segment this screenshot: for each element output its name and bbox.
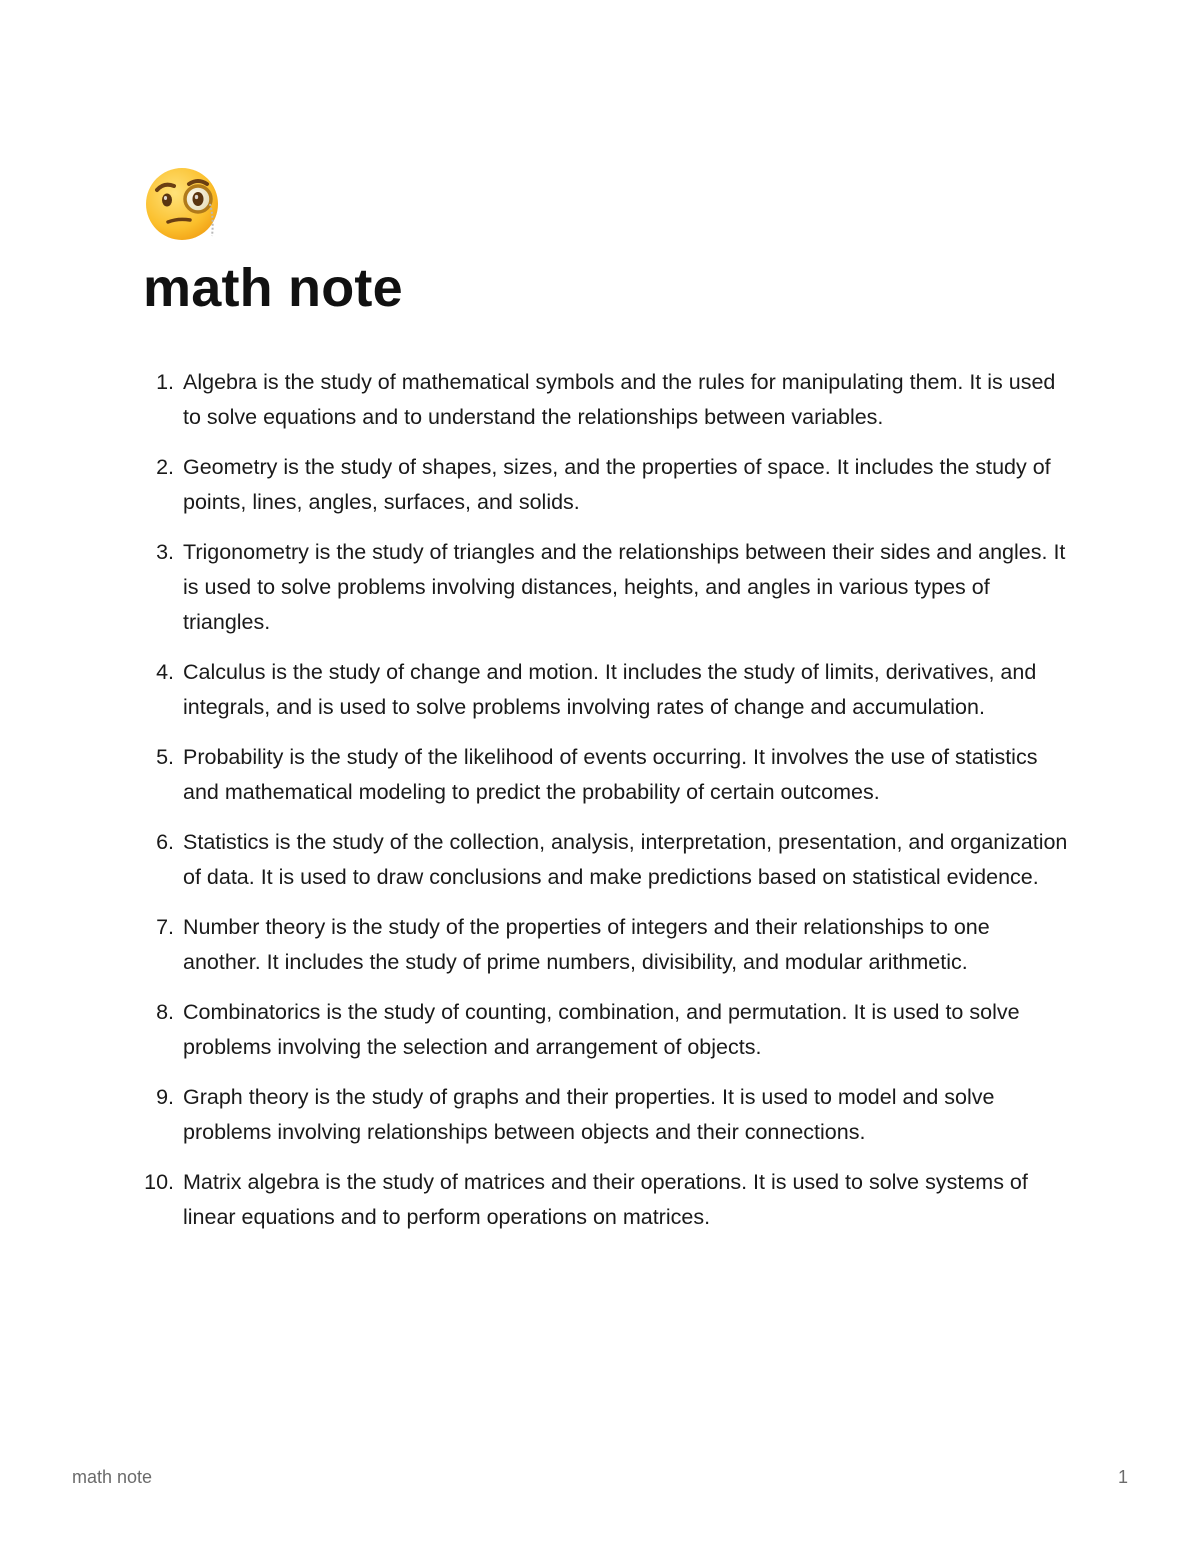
list-item: [0, 1165, 1200, 1235]
list-item-text: Algebra is the study of mathematical symbols and the rules for manipulating them. It is used to solve equations and to understand the relationships between variables.: [183, 370, 1056, 429]
list-item-number: 7.: [156, 915, 174, 939]
list-item-number: 10.: [144, 1170, 174, 1194]
list-item: [0, 535, 1200, 640]
list-item-number: 9.: [156, 1085, 174, 1109]
list-item: [0, 365, 1200, 435]
list-item: [0, 995, 1200, 1065]
list-item-number: 8.: [156, 1000, 174, 1024]
list-item-text: Number theory is the study of the properties of integers and their relationships to one another. It includes the study of prime numbers, divisibility, and modular arithmetic.: [183, 915, 990, 974]
list-item-number: 6.: [156, 830, 174, 854]
list-item: [0, 825, 1200, 895]
note-list: [0, 365, 1200, 1250]
list-item: [0, 910, 1200, 980]
list-item-number: 2.: [156, 455, 174, 479]
list-item-number: 4.: [156, 660, 174, 684]
list-item-text: Trigonometry is the study of triangles and the relationships between their sides and angles. It is used to solve problems involving distances, heights, and angles in various types of triangles.: [183, 540, 1066, 634]
list-item: [0, 450, 1200, 520]
list-item-text: Graph theory is the study of graphs and their properties. It is used to model and solve problems involving relationships between objects and their connections.: [183, 1085, 995, 1144]
list-item-number: 5.: [156, 745, 174, 769]
list-item-text: Probability is the study of the likelihood of events occurring. It involves the use of statistics and mathematical modeling to predict the probability of certain outcomes.: [183, 745, 1038, 804]
list-item: [0, 740, 1200, 810]
list-item-number: 1.: [156, 370, 174, 394]
list-item-text: Statistics is the study of the collection, analysis, interpretation, presentation, and organization of data. It is used to draw conclusions and make predictions based on statistical evidence.: [183, 830, 1068, 889]
footer-title: math note: [72, 1467, 153, 1487]
footer-page-number: 1: [1117, 1467, 1128, 1487]
list-item-text: Geometry is the study of shapes, sizes, and the properties of space. It includes the study of points, lines, angles, surfaces, and solids.: [183, 455, 1051, 514]
page-title: math note: [143, 258, 403, 318]
list-item-text: Calculus is the study of change and motion. It includes the study of limits, derivatives, and integrals, and is used to solve problems involving rates of change and accumulation.: [183, 660, 1037, 719]
list-item: [0, 655, 1200, 725]
list-item: [0, 1080, 1200, 1150]
face-with-monocle-icon: [144, 166, 226, 244]
list-item-text: Matrix algebra is the study of matrices and their operations. It is used to solve systems of linear equations and to perform operations on matrices.: [183, 1170, 1028, 1229]
list-item-text: Combinatorics is the study of counting, combination, and permutation. It is used to solve problems involving the selection and arrangement of objects.: [183, 1000, 1020, 1059]
list-item-number: 3.: [156, 540, 174, 564]
